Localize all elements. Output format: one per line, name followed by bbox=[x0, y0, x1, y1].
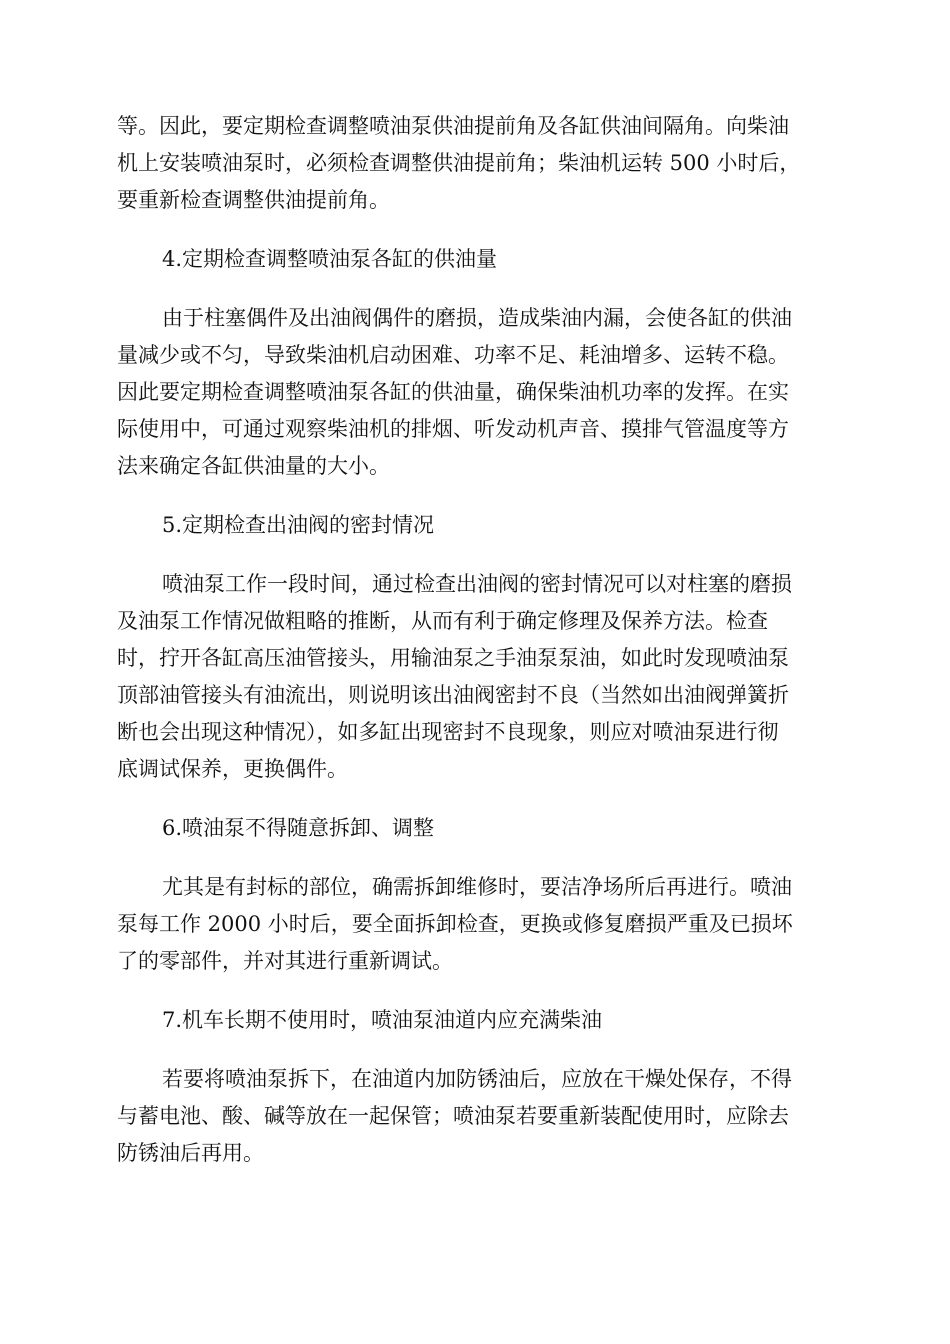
text-line: 等。因此，要定期检查调整喷油泵供油提前角及各缸供油间隔角。向柴油 bbox=[117, 114, 789, 138]
text-line: 法来确定各缸供油量的大小。 bbox=[117, 454, 390, 478]
text-line: 断也会出现这种情况），如多缸出现密封不良现象，则应对喷油泵进行彻 bbox=[117, 720, 779, 744]
paragraph-storage bbox=[117, 1061, 833, 1172]
paragraph-fuel-quantity bbox=[117, 300, 833, 485]
paragraph-advance-angle bbox=[117, 108, 833, 219]
text-line: 要重新检查调整供油提前角。 bbox=[117, 188, 390, 212]
section-heading-4: 4.定期检查调整喷油泵各缸的供油量 bbox=[162, 247, 498, 271]
section-heading-5: 5.定期检查出油阀的密封情况 bbox=[162, 513, 435, 537]
text-line: 尤其是有封标的部位，确需拆卸维修时，要洁净场所后再进行。喷油 bbox=[162, 875, 792, 899]
text-line: 了的零部件，并对其进行重新调试。 bbox=[117, 949, 453, 973]
text-line: 际使用中，可通过观察柴油机的排烟、听发动机声音、摸排气管温度等方 bbox=[117, 417, 789, 441]
text-line: 因此要定期检查调整喷油泵各缸的供油量，确保柴油机功率的发挥。在实 bbox=[117, 380, 789, 404]
text-line: 防锈油后再用。 bbox=[117, 1141, 264, 1165]
section-heading-7: 7.机车长期不使用时，喷油泵油道内应充满柴油 bbox=[162, 1008, 603, 1032]
paragraph-valve-seal bbox=[117, 566, 833, 788]
text-line: 量减少或不匀，导致柴油机启动困难、功率不足、耗油增多、运转不稳。 bbox=[117, 343, 789, 367]
text-line: 泵每工作 2000 小时后，要全面拆卸检查，更换或修复磨损严重及已损坏 bbox=[117, 912, 793, 936]
paragraph-disassembly bbox=[117, 869, 833, 980]
text-line: 机上安装喷油泵时，必须检查调整供油提前角；柴油机运转 500 小时后， bbox=[117, 151, 801, 175]
document-page bbox=[117, 108, 833, 1194]
text-line: 喷油泵工作一段时间，通过检查出油阀的密封情况可以对柱塞的磨损 bbox=[162, 572, 792, 596]
text-line: 及油泵工作情况做粗略的推断，从而有利于确定修理及保养方法。检查 bbox=[117, 609, 768, 633]
section-heading-6: 6.喷油泵不得随意拆卸、调整 bbox=[162, 816, 435, 840]
text-line: 顶部油管接头有油流出，则说明该出油阀密封不良（当然如出油阀弹簧折 bbox=[117, 683, 789, 707]
text-line: 底调试保养，更换偶件。 bbox=[117, 757, 348, 781]
text-line: 时，拧开各缸高压油管接头，用输油泵之手油泵泵油，如此时发现喷油泵 bbox=[117, 646, 789, 670]
text-line: 由于柱塞偶件及出油阀偶件的磨损，造成柴油内漏，会使各缸的供油 bbox=[162, 306, 792, 330]
text-line: 与蓄电池、酸、碱等放在一起保管；喷油泵若要重新装配使用时，应除去 bbox=[117, 1104, 789, 1128]
text-line: 若要将喷油泵拆下，在油道内加防锈油后，应放在干燥处保存，不得 bbox=[162, 1067, 792, 1091]
